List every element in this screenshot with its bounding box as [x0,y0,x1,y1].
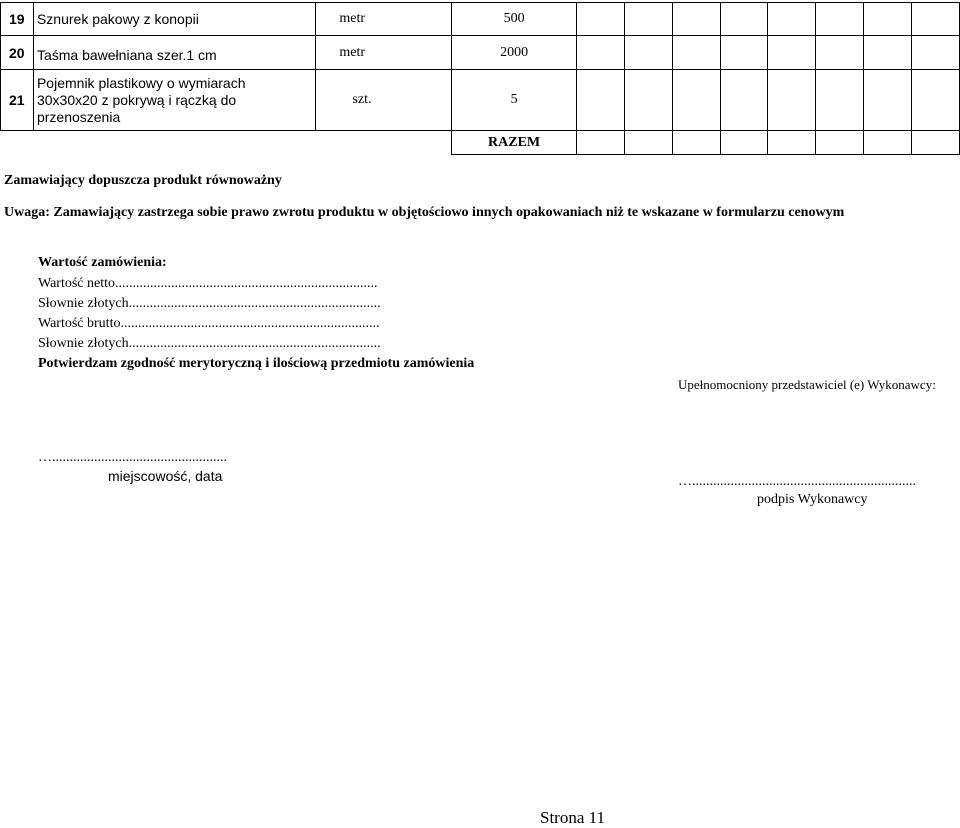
unit: szt. [316,70,452,131]
net-value: Wartość netto........................................................................... [38,276,378,291]
row-number: 19 [1,3,34,36]
table-row [1,70,960,131]
equivalent-note: Zamawiający dopuszcza produkt równoważny [4,173,282,188]
page-number: Strona 11 [540,808,606,827]
quantity: 5 [452,70,577,131]
sign-label: podpis Wykonawcy [757,492,868,507]
warning-note: Uwaga: Zamawiający zastrzega sobie prawo zwrotu produktu w objętościowo innych opakowaniach niż te wskazane w formularzu cenowym [4,205,845,220]
table-row [1,36,960,70]
table-row [1,3,960,36]
quantity: 2000 [452,36,577,70]
quantity: 500 [452,3,577,36]
order-value-heading: Wartość zamówienia: [38,255,167,270]
gross-value: Wartość brutto.......................................................................... [38,316,380,331]
product-name: Sznurek pakowy z konopii [33,3,315,36]
net-value-words: Słownie złotych........................................................................ [38,296,381,311]
place-dots: ….................................................. [38,450,227,465]
representative-label: Upełnomocniony przedstawiciel (e) Wykonawcy: [678,377,936,392]
unit: metr [316,3,452,36]
sign-dots: …................................................................ [678,474,916,489]
place-label: miejscowość, data [108,468,223,484]
unit: metr [316,36,452,70]
gross-value-words: Słownie złotych........................................................................ [38,336,381,351]
total-label: RAZEM [452,131,577,155]
row-number: 20 [1,36,34,70]
total-row [1,131,960,155]
row-number: 21 [1,70,34,131]
confirmation: Potwierdzam zgodność merytoryczną i ilościową przedmiotu zamówienia [38,356,475,371]
product-name: Pojemnik plastikowy o wymiarach 30x30x20 z pokrywą i rączką do przenoszenia [33,70,315,131]
items-table [0,2,960,155]
product-name: Taśma bawełniana szer.1 cm [33,36,315,70]
